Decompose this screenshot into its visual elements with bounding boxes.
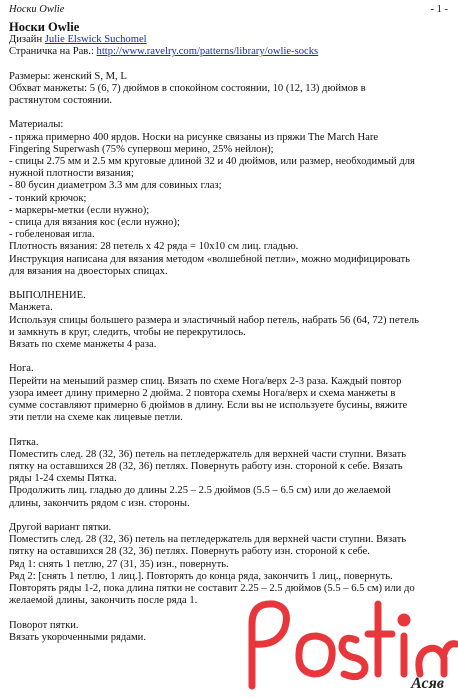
heel-heading: Пятка. [9,436,39,448]
leg-line: Перейти на меньший размер спиц. Вязать по схеме Нога/верх 2-3 раза. Каждый повтор [9,375,402,387]
materials-line: - гобеленовая игла. [9,229,95,241]
cuff-line: Используя спицы большего размера и эластичный набор петель, набрать 56 (64, 72) петель [9,314,419,326]
heel-turn-heading: Поворот пятки. [9,619,79,631]
instruction-line: для вязания на двоесторых спицах. [9,265,168,277]
page-number: - 1 - [430,4,448,15]
heel-line: ряды 1-24 схемы Пятка. [9,473,117,485]
cuff-size-line: Обхват манжеты: 5 (6, 7) дюймов в спокойном состоянии, 10 (12, 13) дюймов в [9,82,366,94]
alt-heel-line: Повторять ряды 1-2, пока длина пятки не составит 2.25 – 2.5 дюймов (5.5 – 6.5 см) или до [9,583,415,595]
alt-heel-line: Ряд 2: [снять 1 петлю, 1 лиц.]. Повторять до конца ряда, закончить 1 лиц., повернуть. [9,570,393,582]
leg-line: узора имеет длину примерно 2 дюйма. 2 повтора схемы Нога/верх и схема манжеты в [9,387,396,399]
cuff-line: и замкнуть в круг, следить, чтобы не перекрутилось. [9,326,246,338]
designer-link[interactable]: Julie Elswick Suchomel [44,34,147,45]
materials-line: Fingering Superwash (75% супервош мерино, 25% нейлон); [9,143,274,155]
materials-line: - маркеры-метки (если нужно); [9,204,150,216]
cuff-heading: Манжета. [9,302,53,314]
cuff-line: Вязать по схеме манжеты 4 раза. [9,339,157,351]
heel-line: пятку на оставшихся 28 (32, 36) петлях. Повернуть работу изн. стороной к себе. Вязать [9,461,403,473]
heel-line: Поместить след. 28 (32, 36) петель на петледержатель для верхней части ступни. Вязать [9,448,407,460]
materials-line: - спица для вязания кос (если нужно); [9,217,180,229]
alt-heel-line: Ряд 1: снять 1 петлю, 27 (31, 35) изн., повернуть. [9,558,229,570]
leg-line: сумме составляют примерно 6 дюймов в длину. Если вы не используете бусины, вяжите [9,400,408,412]
instruction-line: Инструкция написана для вязания методом «волшебной петли», можно модифицировать [9,253,410,265]
execution-heading: ВЫПОЛНЕНИЕ. [9,290,86,302]
alt-heel-heading: Другой вариант пятки. [9,522,112,534]
document-title: Носки Owlie [9,20,80,34]
heel-line: длины, закончить рядом с изн. стороны. [9,497,190,509]
design-label: Дизайн [9,34,45,45]
cuff-size-line: растянутом состоянии. [9,95,113,106]
leg-heading: Нога. [9,363,34,375]
design-line [9,34,449,46]
materials-line: - 80 бусин диаметром 3.3 мм для совиных глаз; [9,180,222,192]
header-title: Носки Owlie [9,4,65,15]
materials-line: - тонкий крючок; [9,192,87,204]
materials-line: нужной плотности вязания; [9,168,134,180]
alt-heel-line: желаемой длины, закончить после ряда 1. [9,595,198,607]
ravelry-label: Страничка на Рав.: [9,46,97,58]
heel-line: Продолжить лиц. гладью до длины 2.25 – 2.5 дюймов (5.5 – 6.5 см) или до желаемой [9,485,391,497]
page-header [9,4,448,18]
materials-heading: Материалы: [9,119,64,131]
watermark-logo [244,594,458,699]
materials-line: - пряжа примерно 400 ярдов. Носки на рисунке связаны из пряжи The March Hare [9,131,379,143]
sizes-line: Размеры: женский S, M, L [9,70,127,82]
ravelry-line [9,46,449,58]
signature: Асяв [411,675,444,692]
gauge-line: Плотность вязания: 28 петель х 42 ряда = 10х10 см лиц. гладью. [9,241,299,253]
document-body [9,20,449,644]
ravelry-link[interactable]: http://www.ravelry.com/patterns/library/owlie-socks [96,46,319,58]
leg-line: эти петли на схеме как лицевые петли. [9,412,183,424]
materials-line: - спицы 2.75 мм и 2.5 мм круговые длиной 32 и 40 дюймов, или размер, необходимый для [9,156,415,167]
alt-heel-line: пятку на оставшихся 28 (32, 36) петлях. Повернуть работу изн. стороной к себе. [9,546,370,558]
heel-turn-line: Вязать укороченными рядами. [9,631,146,643]
alt-heel-line: Поместить след. 28 (32, 36) петель на петледержатель для верхней части ступни. Вязать [9,534,407,546]
